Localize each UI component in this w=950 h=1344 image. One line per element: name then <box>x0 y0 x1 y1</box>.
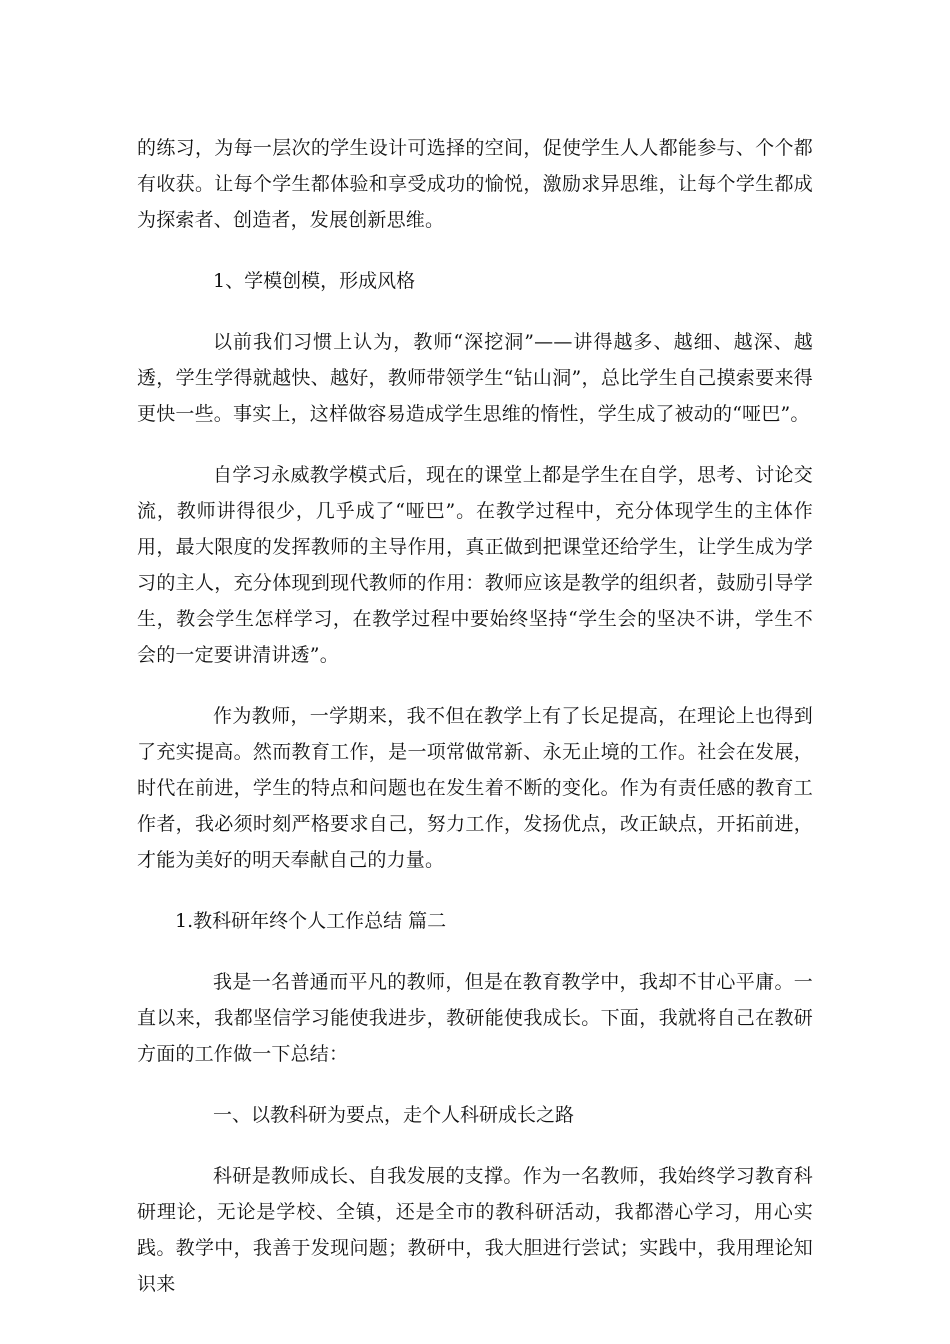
paragraph-deep-dig: 以前我们习惯上认为，教师“深挖洞”——讲得越多、越细、越深、越透，学生学得就越快、越好，教师带领学生“钻山洞”，总比学生自己摸索要来得更快一些。事实上，这样做容易造成学生思维的惰性，学生成了被动的“哑巴”。 <box>137 331 813 425</box>
paragraph-continuation: 的练习，为每一层次的学生设计可选择的空间，促使学生人人都能参与、个个都有收获。让每个学生都体验和享受成功的愉悦，激励求异思维，让每个学生都成为探索者、创造者，发展创新思维。 <box>137 137 813 231</box>
document-body <box>137 130 813 1327</box>
section-heading-research-focus: 一、以教科研为要点，走个人科研成长之路 <box>213 1104 575 1126</box>
section-heading-learn-model: 1、学模创模，形成风格 <box>213 270 416 292</box>
paragraph-yongwei-model: 自学习永威教学模式后，现在的课堂上都是学生在自学，思考、讨论交流，教师讲得很少，几乎成了“哑巴”。在教学过程中，充分体现学生的主体作用，最大限度的发挥教师的主导作用，真正做到把课堂还给学生，让学生成为学习的主人，充分体现到现代教师的作用：教师应该是教学的组织者，鼓励引导学生，教会学生怎样学习，在教学过程中要始终坚持“学生会的坚决不讲，学生不会的一定要讲清讲透”。 <box>137 464 813 666</box>
paragraph-research-support: 科研是教师成长、自我发展的支撑。作为一名教师，我始终学习教育科研理论，无论是学校、全镇，还是全市的教科研活动，我都潜心学习，用心实践。教学中，我善于发现问题；教研中，我大胆进行尝试；实践中，我用理论知识来 <box>137 1165 813 1295</box>
article-heading-part-two: 1.教科研年终个人工作总结 篇二 <box>175 910 447 932</box>
paragraph-semester-reflection: 作为教师，一学期来，我不但在教学上有了长足提高，在理论上也得到了充实提高。然而教育工作，是一项常做常新、永无止境的工作。社会在发展，时代在前进，学生的特点和问题也在发生着不断的变化。作为有责任感的教育工作者，我必须时刻严格要求自己，努力工作，发扬优点，改正缺点，开拓前进，才能为美好的明天奉献自己的力量。 <box>137 705 813 871</box>
paragraph-introduction: 我是一名普通而平凡的教师，但是在教育教学中，我却不甘心平庸。一直以来，我都坚信学习能使我进步，教研能使我成长。下面，我就将自己在教研方面的工作做一下总结： <box>137 971 813 1065</box>
